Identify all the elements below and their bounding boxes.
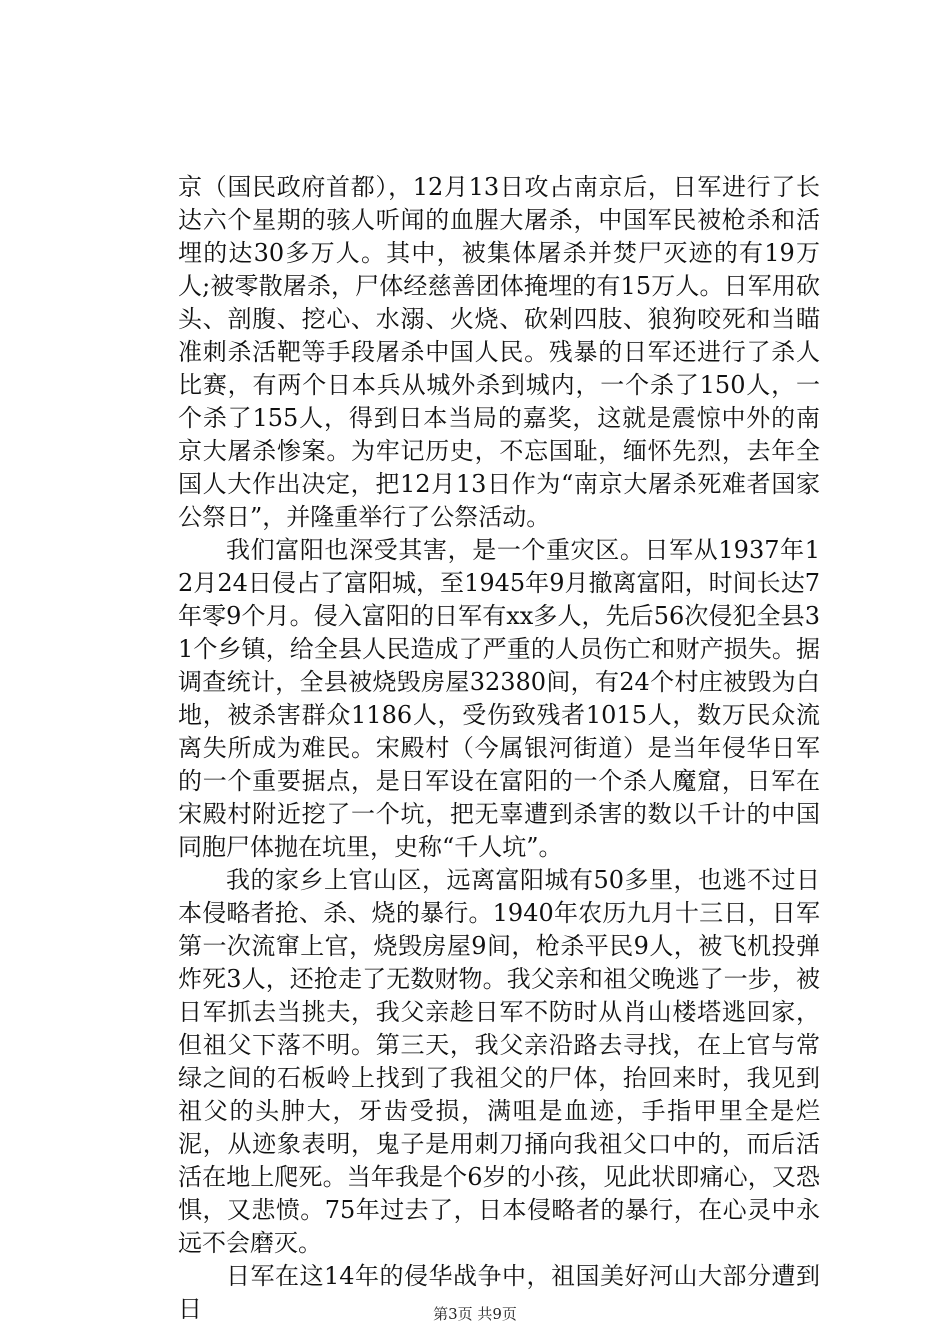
paragraph-nanjing-massacre: 京（国民政府首都），12月13日攻占南京后，日军进行了长达六个星期的骇人听闻的血腥大屠杀，中国军民被枪杀和活埋的达30多万人。其中，被集体屠杀并焚尸灭迹的有19万人;被零散屠杀，尸体经慈善团体掩埋的有15万人。日军用砍头、剖腹、挖心、水溺、火烧、砍剁四肢、狼狗咬死和当瞄准刺杀活靶等手段屠杀中国人民。残暴的日军还进行了杀人比赛，有两个日本兵从城外杀到城内，一个杀了150人，一个杀了155人，得到日本当局的嘉奖，这就是震惊中外的南京大屠杀惨案。为牢记历史，不忘国耻，缅怀先烈，去年全国人大作出决定，把12月13日作为“南京大屠杀死难者国家公祭日”，并隆重举行了公祭活动。 bbox=[178, 173, 820, 531]
document-body bbox=[178, 171, 820, 1326]
page-number-footer: 第3页 共9页 bbox=[433, 1305, 517, 1323]
paragraph-fuyang: 我们富阳也深受其害，是一个重灾区。日军从1937年12月24日侵占了富阳城，至1945年9月撤离富阳，时间长达7年零9个月。侵入富阳的日军有xx多人，先后56次侵犯全县31个乡镇，给全县人民造成了严重的人员伤亡和财产损失。据调查统计，全县被烧毁房屋32380间，有24个村庄被毁为白地，被杀害群众1186人，受伤致残者1015人，数万民众流离失所成为难民。宋殿村（今属银河街道）是当年侵华日军的一个重要据点，是日军设在富阳的一个杀人魔窟，日军在宋殿村附近挖了一个坑，把无辜遭到杀害的数以千计的中国同胞尸体抛在坑里，史称“千人坑”。 bbox=[178, 536, 820, 861]
paragraph-shangguan: 我的家乡上官山区，远离富阳城有50多里，也逃不过日本侵略者抢、杀、烧的暴行。1940年农历九月十三日，日军第一次流窜上官，烧毁房屋9间，枪杀平民9人，被飞机投弹炸死3人，还抢走了无数财物。我父亲和祖父晚逃了一步，被日军抓去当挑夫，我父亲趁日军不防时从肖山楼塔逃回家，但祖父下落不明。第三天，我父亲沿路去寻找，在上官与常绿之间的石板岭上找到了我祖父的尸体，抬回来时，我见到祖父的头肿大，牙齿受损，满咀是血迹，手指甲里全是烂泥，从迹象表明，鬼子是用刺刀捅向我祖父口中的，而后活活在地上爬死。当年我是个6岁的小孩，见此状即痛心，又恐惧，又悲愤。75年过去了，日本侵略者的暴行，在心灵中永远不会磨灭。 bbox=[178, 866, 820, 1257]
paragraph-war-summary: 日军在这14年的侵华战争中，祖国美好河山大部分遭到日 bbox=[178, 1262, 820, 1323]
